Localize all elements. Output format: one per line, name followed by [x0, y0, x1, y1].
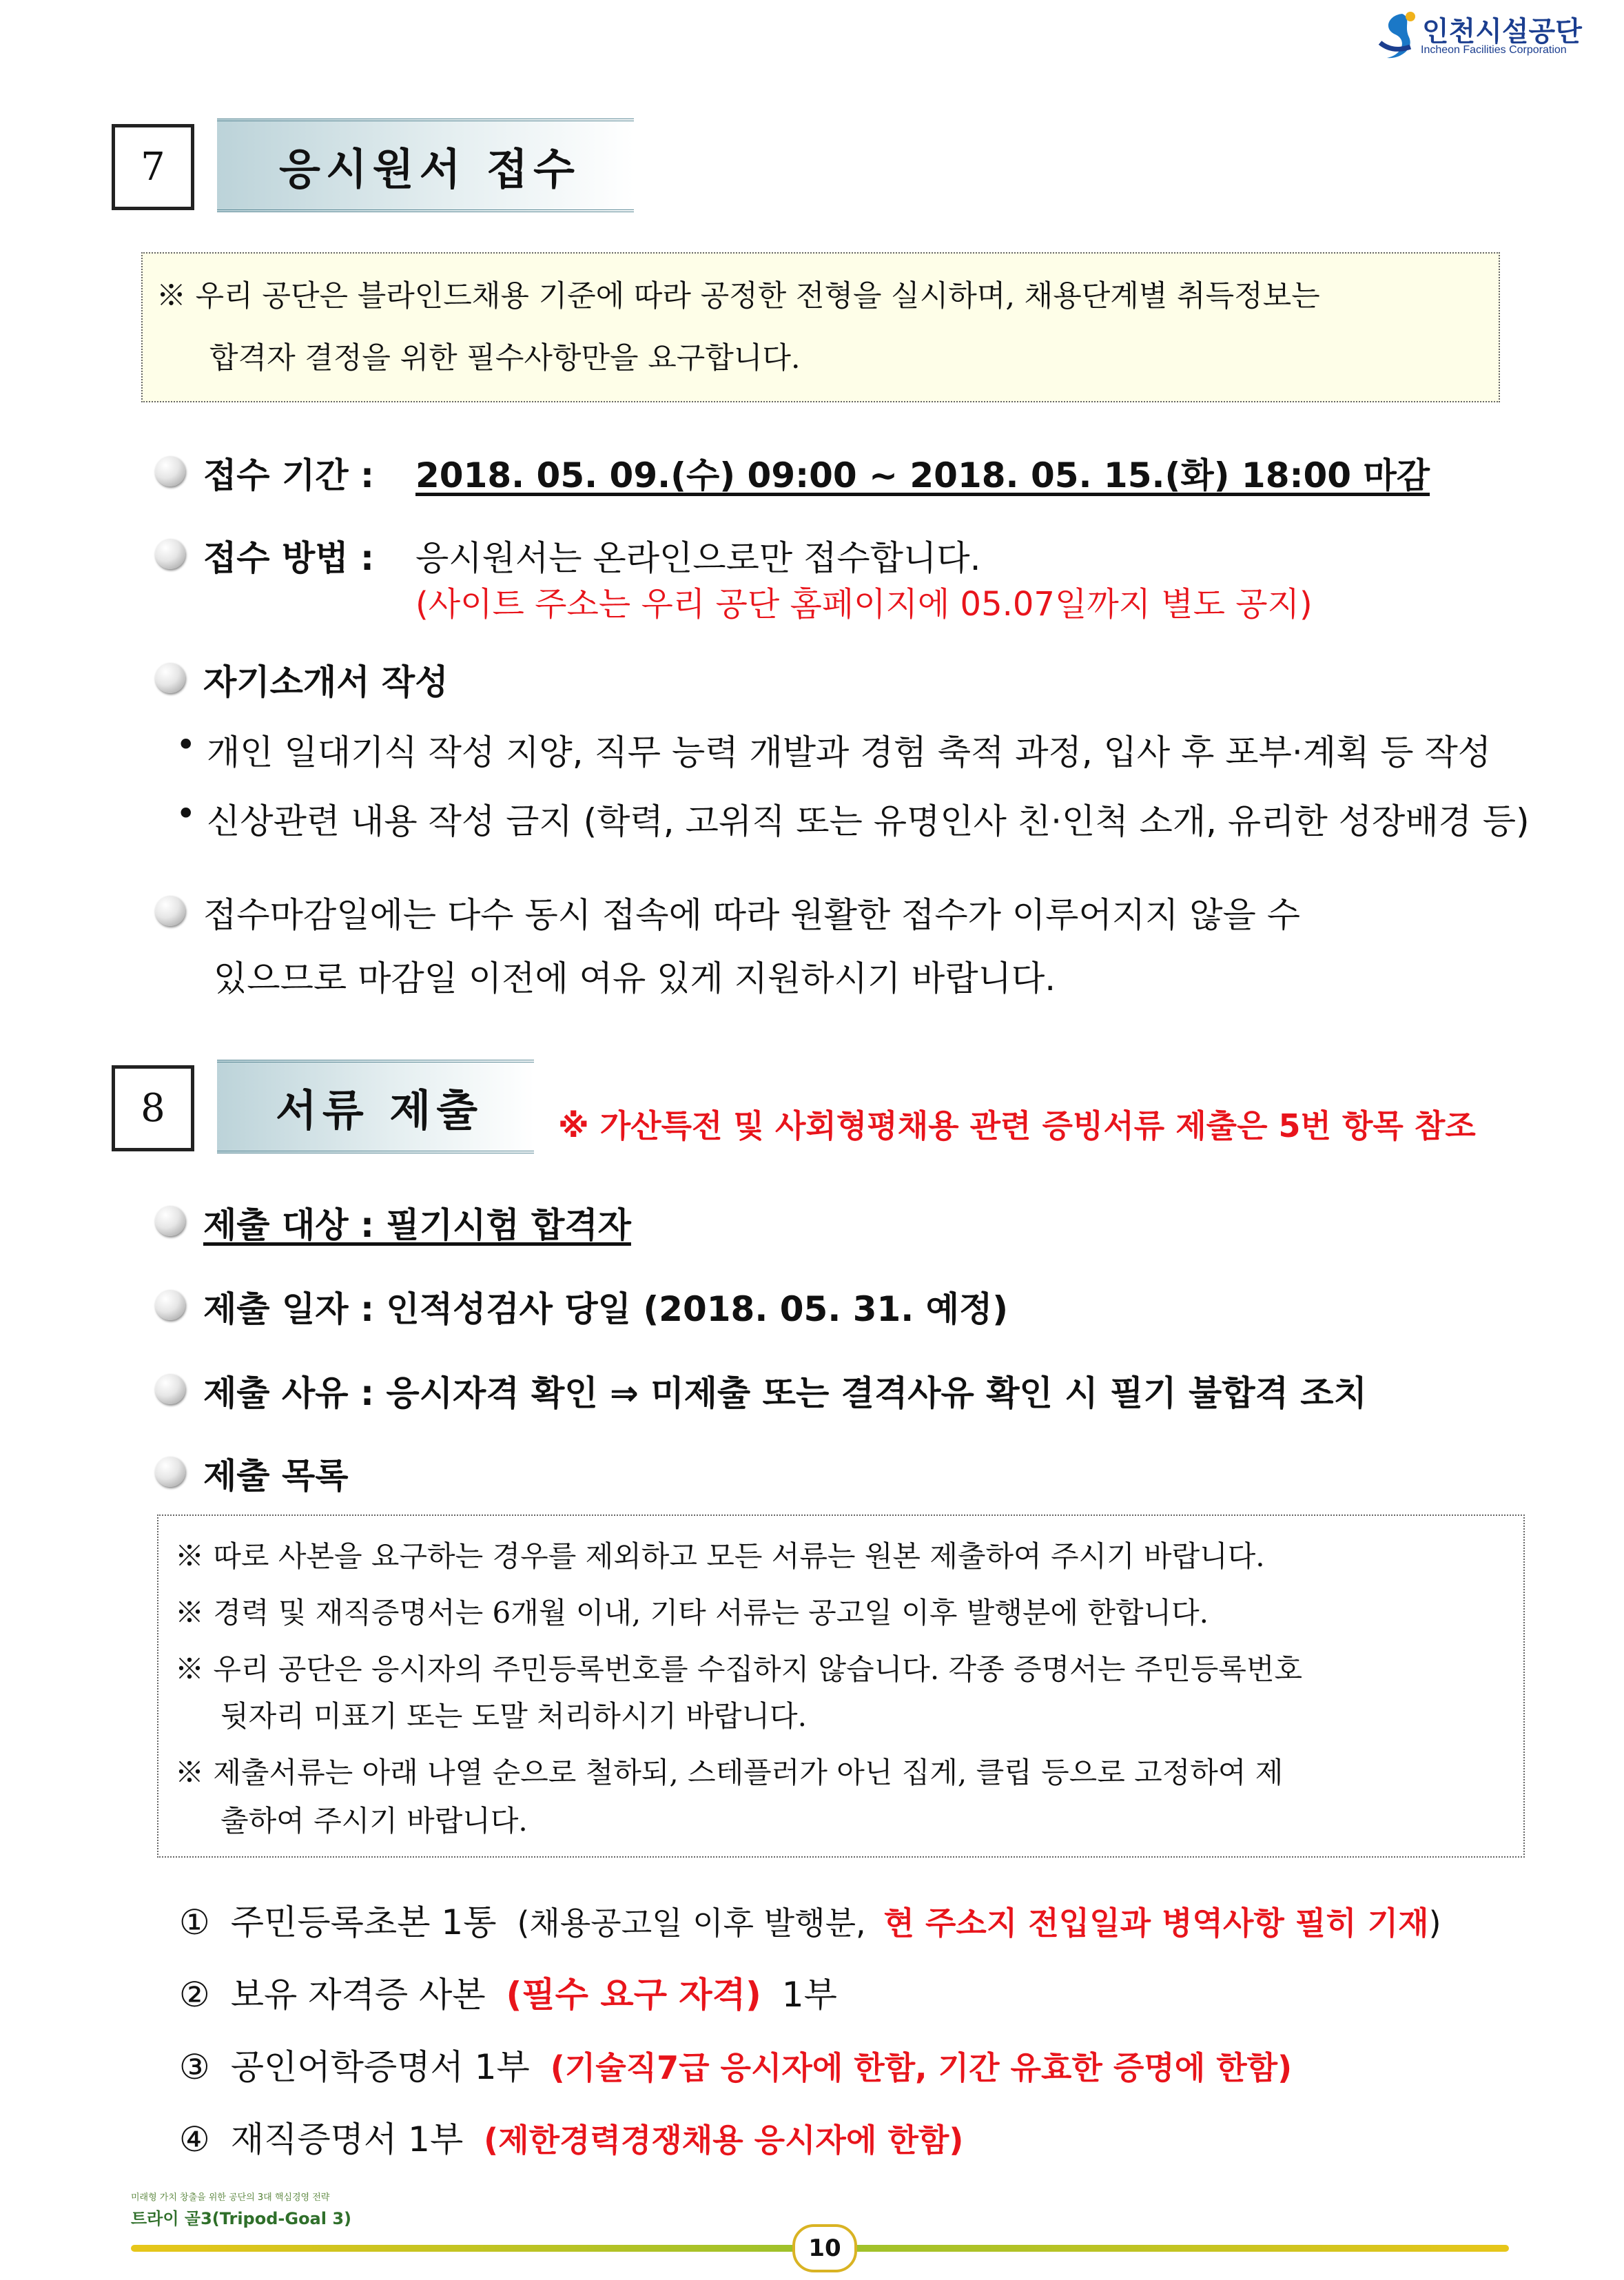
- submission-notes-box: [157, 1514, 1525, 1858]
- doc-number: ①: [179, 1902, 210, 1942]
- document-item-3: [179, 2040, 1292, 2089]
- submission-list-label: 제출 목록: [203, 1456, 349, 1496]
- period-value: 2018. 05. 09.(수) 09:00 ~ 2018. 05. 15.(화) 18:00 마감: [415, 455, 1430, 495]
- document-item-2: [179, 1967, 837, 2017]
- bullet-icon: [155, 1290, 185, 1320]
- footer-slogan-small: 미래형 가치 창출을 위한 공단의 3대 핵심경영 전략: [131, 2192, 330, 2203]
- deadline-line-1: 접수마감일에는 다수 동시 접속에 따라 원활한 접수가 이루어지지 않을 수: [203, 895, 1301, 935]
- list-dot: •: [176, 725, 196, 765]
- logo-title: 인천시설공단: [1422, 16, 1582, 48]
- section8-side-note: ※ 가산특전 및 사회형평채용 관련 증빙서류 제출은 5번 항목 참조: [558, 1107, 1476, 1144]
- submission-date: 제출 일자 : 인적성검사 당일 (2018. 05. 31. 예정): [203, 1289, 1009, 1329]
- section-title-8: 서류 제출: [217, 1060, 534, 1153]
- doc-name: 주민등록초본 1통: [230, 1902, 497, 1942]
- doc-number: ②: [179, 1975, 210, 2015]
- method-note: (사이트 주소는 우리 공단 홈페이지에 05.07일까지 별도 공지): [415, 585, 1313, 624]
- bullet-icon: [155, 1374, 185, 1404]
- bullet-icon: [155, 1457, 185, 1487]
- bullet-icon: [155, 896, 185, 926]
- blind-hiring-notice: [141, 252, 1500, 402]
- document-item-1: [179, 1895, 1441, 1944]
- submission-note-3-cont: 뒷자리 미표기 또는 도말 처리하시기 바랍니다.: [220, 1699, 807, 1733]
- period-label: 접수 기간 :: [203, 455, 375, 495]
- doc-red-note: 현 주소지 전입일과 병역사항 필히 기재: [883, 1904, 1429, 1942]
- bullet-icon: [155, 539, 185, 569]
- logo-mark-icon: [1375, 8, 1423, 67]
- section-number-7: 7: [112, 124, 194, 210]
- doc-note: (채용공고일 이후 발행분,: [517, 1904, 866, 1942]
- page-number: 10: [792, 2224, 857, 2272]
- section-title-7: 응시원서 접수: [217, 119, 634, 212]
- submission-note-1: ※ 따로 사본을 요구하는 경우를 제외하고 모든 서류는 원본 제출하여 주시기 바랍니다.: [175, 1539, 1265, 1573]
- section-number-8: 8: [112, 1065, 194, 1151]
- submission-note-3: ※ 우리 공단은 응시자의 주민등록번호를 수집하지 않습니다. 각종 증명서는 주민등록번호: [175, 1652, 1303, 1686]
- essay-item-2: 신상관련 내용 작성 금지 (학력, 고위직 또는 유명인사 친·인척 소개, 유리한 성장배경 등): [207, 801, 1530, 841]
- method-label: 접수 방법 :: [203, 538, 375, 578]
- doc-number: ④: [179, 2119, 210, 2159]
- bullet-icon: [155, 456, 185, 486]
- bullet-icon: [155, 1206, 185, 1236]
- doc-red-note: (제한경력경쟁채용 응시자에 한함): [484, 2122, 964, 2159]
- deadline-line-2: 있으므로 마감일 이전에 여유 있게 지원하시기 바랍니다.: [214, 958, 1056, 998]
- essay-label: 자기소개서 작성: [203, 662, 449, 702]
- submission-note-4-cont: 출하여 주시기 바랍니다.: [220, 1804, 528, 1838]
- bullet-icon: [155, 663, 185, 693]
- list-dot: •: [176, 794, 196, 834]
- method-value: 응시원서는 온라인으로만 접수합니다.: [415, 538, 981, 578]
- logo-subtitle: Incheon Facilities Corporation: [1421, 44, 1567, 56]
- doc-name: 보유 자격증 사본: [230, 1975, 486, 2015]
- submission-reason: 제출 사유 : 응시자격 확인 ⇒ 미제출 또는 결격사유 확인 시 필기 불합격 조치: [203, 1373, 1367, 1413]
- doc-end: ): [1428, 1904, 1441, 1942]
- doc-red-note: (필수 요구 자격): [506, 1975, 761, 2015]
- submission-note-4: ※ 제출서류는 아래 나열 순으로 철하되, 스테플러가 아닌 집게, 클립 등으로 고정하여 제: [175, 1756, 1284, 1789]
- notice-line-1: ※ 우리 공단은 블라인드채용 기준에 따라 공정한 전형을 실시하며, 채용단계별 취득정보는: [156, 279, 1320, 314]
- doc-name: 공인어학증명서 1부: [230, 2047, 530, 2087]
- submission-note-2: ※ 경력 및 재직증명서는 6개월 이내, 기타 서류는 공고일 이후 발행분에 한합니다.: [175, 1596, 1209, 1630]
- footer-slogan: 트라이 골3(Tripod-Goal 3): [131, 2209, 351, 2228]
- document-item-4: [179, 2112, 963, 2161]
- doc-name: 재직증명서 1부: [230, 2119, 464, 2159]
- notice-line-2: 합격자 결정을 위한 필수사항만을 요구합니다.: [209, 341, 801, 376]
- submission-target: 제출 대상 : 필기시험 합격자: [203, 1205, 631, 1245]
- doc-end: 1부: [781, 1975, 837, 2015]
- essay-item-1: 개인 일대기식 작성 지양, 직무 능력 개발과 경험 축적 과정, 입사 후 포부·계획 등 작성: [207, 732, 1492, 772]
- doc-red-note: (기술직7급 응시자에 한함, 기간 유효한 증명에 한함): [550, 2049, 1293, 2086]
- doc-number: ③: [179, 2047, 210, 2087]
